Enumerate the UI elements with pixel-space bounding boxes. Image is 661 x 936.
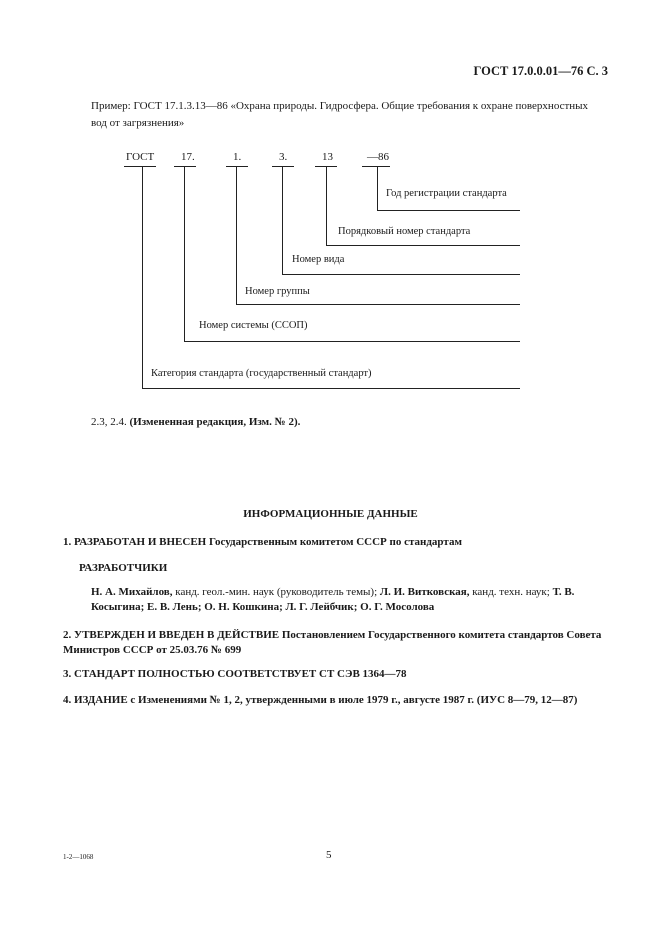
- label-type: Номер вида: [292, 254, 345, 265]
- edition-note: [91, 416, 300, 428]
- dev-degree-1: канд. геол.-мин. наук (руководитель темы);: [175, 586, 378, 598]
- code-part-gost: ГОСТ: [126, 151, 155, 163]
- leader-line-group: [236, 166, 237, 304]
- example-paragraph: Пример: ГОСТ 17.1.3.13—86 «Охрана природы. Гидросфера. Общие требования к охране поверхностных вод от загрязнения»: [91, 100, 589, 129]
- edition-prefix: 2.3, 2.4.: [91, 416, 127, 428]
- label-line-system: [184, 341, 520, 342]
- label-group: Номер группы: [245, 286, 310, 297]
- info-item-3: 3. СТАНДАРТ ПОЛНОСТЬЮ СООТВЕТСТВУЕТ СТ СЭВ 1364—78: [63, 668, 407, 680]
- code-underline: [272, 166, 294, 167]
- dev-degree-2: канд. техн. наук;: [472, 586, 550, 598]
- page-number: 5: [326, 849, 332, 861]
- code-underline: [174, 166, 196, 167]
- edition-text: (Измененная редакция, Изм. № 2).: [129, 416, 301, 428]
- info-item-2-bold: 2. УТВЕРЖДЕН И ВВЕДЕН В ДЕЙСТВИЕ: [63, 629, 280, 641]
- code-part-number: 13: [322, 151, 333, 163]
- code-part-group: 1.: [233, 151, 242, 163]
- label-system: Номер системы (ССОП): [199, 320, 308, 331]
- label-category: Категория стандарта (государственный стандарт): [151, 368, 372, 379]
- label-year: Год регистрации стандарта: [386, 188, 507, 199]
- code-underline: [362, 166, 390, 167]
- document-header-code: ГОСТ 17.0.0.01—76 С. 3: [473, 64, 608, 78]
- info-item-1: 1. РАЗРАБОТАН И ВНЕСЕН Государственным комитетом СССР по стандартам: [63, 536, 462, 548]
- leader-line-type: [282, 166, 283, 274]
- developers-title: РАЗРАБОТЧИКИ: [79, 562, 168, 574]
- code-part-system: 17.: [181, 151, 195, 163]
- info-item-2-text: Постановлением Государственного комитета стандартов Совета Министров СССР от 25.03.76 № 699: [63, 629, 602, 656]
- leader-line-system: [184, 166, 185, 341]
- leader-line-number: [326, 166, 327, 245]
- leader-line-category: [142, 166, 143, 388]
- info-item-2: [63, 628, 603, 658]
- label-line-group: [236, 304, 520, 305]
- developers-list: [91, 585, 601, 615]
- info-title: ИНФОРМАЦИОННЫЕ ДАННЫЕ: [243, 508, 418, 520]
- dev-name-2: Л. И. Витковская,: [379, 586, 470, 598]
- code-part-year: —86: [367, 151, 389, 163]
- print-code: 1-2—1068: [63, 853, 94, 861]
- code-underline: [124, 166, 156, 167]
- code-underline: [226, 166, 248, 167]
- dev-rest: Т. В. Косыгина; Е. В. Лень; О. Н. Кошкина; Л. Г. Лейбчик; О. Г. Мосолова: [91, 586, 575, 613]
- dev-name-1: Н. А. Михайлов,: [91, 586, 173, 598]
- label-line-number: [326, 245, 520, 246]
- code-part-type: 3.: [279, 151, 288, 163]
- leader-line-year: [377, 166, 378, 210]
- label-line-category: [142, 388, 520, 389]
- label-line-type: [282, 274, 520, 275]
- info-item-4: 4. ИЗДАНИЕ с Изменениями № 1, 2, утвержденными в июле 1979 г., августе 1987 г. (ИУС 8—79, 12—87): [63, 694, 578, 706]
- label-line-year: [377, 210, 520, 211]
- label-number: Порядковый номер стандарта: [338, 226, 471, 237]
